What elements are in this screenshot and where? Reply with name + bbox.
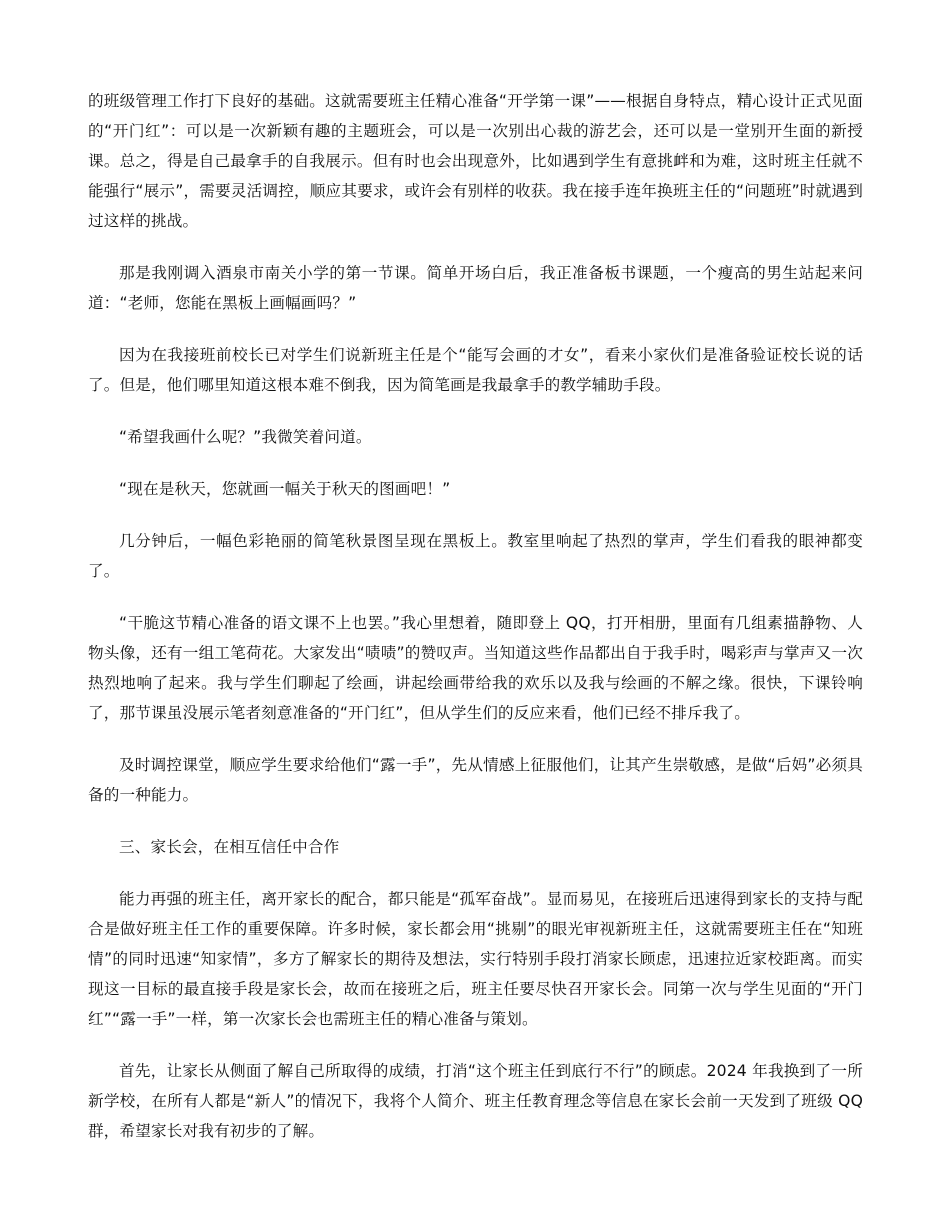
paragraph-first-step: 首先，让家长从侧面了解自己所取得的成绩，打消“这个班主任到底行不行”的顾虑。2024 年我换到了一所新学校，在所有人都是“新人”的情况下，我将个人简介、班主任教育理念等信息在家长会前一天发到了班级 QQ 群，希望家长对我有初步的了解。 (88, 1062, 863, 1140)
paragraph-qq-album: “干脆这节精心准备的语文课不上也罢。”我心里想着，随即登上 QQ，打开相册，里面有几组素描静物、人物头像，还有一组工笔荷花。大家发出“啧啧”的赞叹声。当知道这些作品都出自于我手时，喝彩声与掌声又一次热烈地响了起来。我与学生们聊起了绘画，讲起绘画带给我的欢乐以及我与绘画的不解之缘。很快，下课铃响了，那节课虽没展示笔者刻意准备的“开门红”，但从学生们的反应来看，他们已经不排斥我了。 (88, 614, 863, 722)
paragraph-classroom-control: 及时调控课堂，顺应学生要求给他们“露一手”，先从情感上征服他们，让其产生崇敬感，是做“后妈”必须具备的一种能力。 (88, 756, 863, 804)
paragraph-dialogue-answer: “现在是秋天，您就画一幅关于秋天的图画吧！” (119, 480, 451, 498)
document-page (88, 86, 863, 1168)
paragraph-dialogue-question: “希望我画什么呢？”我微笑着问道。 (119, 428, 372, 446)
paragraph-principal-remark: 因为在我接班前校长已对学生们说新班主任是个“能写会画的才女”，看来小家伙们是准备验证校长说的话了。但是，他们哪里知道这根本难不倒我，因为简笔画是我最拿手的教学辅助手段。 (88, 346, 863, 394)
paragraph-parent-cooperation: 能力再强的班主任，离开家长的配合，都只能是“孤军奋战”。显而易见，在接班后迅速得到家长的支持与配合是做好班主任工作的重要保障。许多时候，家长都会用“挑剔”的眼光审视新班主任，这就需要班主任在“知班情”的同时迅速“知家情”，多方了解家长的期待及想法，实行特别手段打消家长顾虑，迅速拉近家校距离。而实现这一目标的最直接手段是家长会，故而在接班之后，班主任要尽快召开家长会。同第一次与学生见面的“开门红”“露一手”一样，第一次家长会也需班主任的精心准备与策划。 (88, 890, 863, 1028)
paragraph-first-lesson: 那是我刚调入酒泉市南关小学的第一节课。简单开场白后，我正准备板书课题，一个瘦高的男生站起来问道：“老师，您能在黑板上画幅画吗？” (88, 264, 863, 312)
paragraph-continuation: 的班级管理工作打下良好的基础。这就需要班主任精心准备“开学第一课”——根据自身特点，精心设计正式见面的“开门红”：可以是一次新颖有趣的主题班会，可以是一次别出心裁的游艺会，还可以是一堂别开生面的新授课。总之，得是自己最拿手的自我展示。但有时也会出现意外，比如遇到学生有意挑衅和为难，这时班主任就不能强行“展示”，需要灵活调控，顺应其要求，或许会有别样的收获。我在接手连年换班主任的“问题班”时就遇到过这样的挑战。 (88, 92, 863, 230)
section-heading-parent-meeting: 三、家长会，在相互信任中合作 (119, 838, 340, 856)
paragraph-autumn-drawing: 几分钟后，一幅色彩艳丽的简笔秋景图呈现在黑板上。教室里响起了热烈的掌声，学生们看我的眼神都变了。 (88, 532, 863, 580)
